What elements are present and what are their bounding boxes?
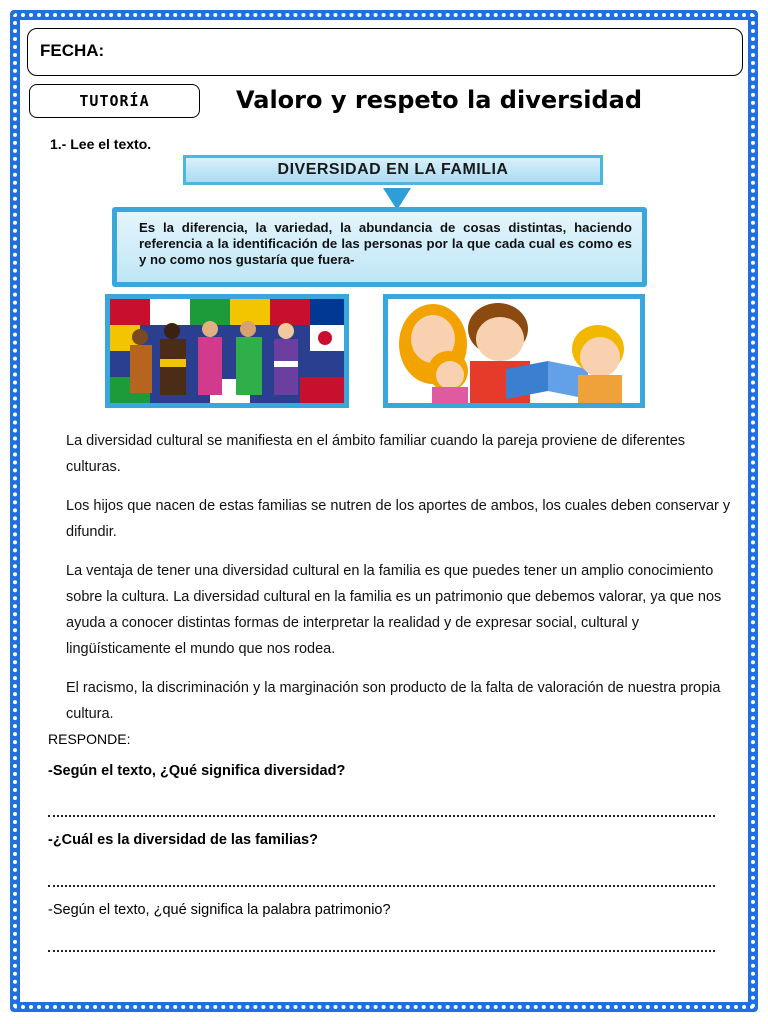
question-2: -¿Cuál es la diversidad de las familias? bbox=[48, 832, 318, 848]
date-label: FECHA: bbox=[40, 41, 105, 60]
instruction-text: 1.- Lee el texto. bbox=[50, 136, 152, 152]
family-icon bbox=[388, 299, 640, 403]
infographic-title: DIVERSIDAD EN LA FAMILIA bbox=[183, 155, 603, 185]
cultural-diversity-illustration bbox=[105, 294, 349, 408]
page-title: Valoro y respeto la diversidad bbox=[236, 86, 643, 114]
subject-label: TUTORÍA bbox=[79, 92, 150, 110]
flags-people-icon bbox=[110, 299, 344, 403]
responde-label: RESPONDE: bbox=[48, 731, 131, 747]
subject-label-box bbox=[29, 84, 200, 118]
paragraph-3: La ventaja de tener una diversidad cultural en la familia es que puedes tener un amplio conocimiento sobre la cultura. La diversidad cultural en la familia es un patrimonio que debemos valorar, ya que nos ayuda a conocer distintas formas de interpretar la realidad y de expresar social, cultural y lingüísticamente el mundo que nos rodea. bbox=[66, 563, 722, 657]
family-reading-illustration bbox=[383, 294, 645, 408]
date-field[interactable] bbox=[27, 28, 743, 76]
question-1: -Según el texto, ¿Qué significa diversidad? bbox=[48, 763, 346, 779]
infographic-definition: Es la diferencia, la variedad, la abundancia de cosas distintas, haciendo referencia a la identificación de las personas por la que cada cual es como es y no como nos gustaría que fuera- bbox=[112, 207, 647, 287]
answer-line-2[interactable] bbox=[48, 883, 715, 887]
answer-line-1[interactable] bbox=[48, 813, 715, 817]
paragraph-4: El racismo, la discriminación y la marginación son producto de la falta de valoración de nuestra propia cultura. bbox=[66, 680, 721, 722]
paragraph-2: Los hijos que nacen de estas familias se nutren de los aportes de ambos, los cuales deben conservar y difundir. bbox=[66, 498, 731, 540]
answer-line-3[interactable] bbox=[48, 948, 715, 952]
question-3: -Según el texto, ¿qué significa la palabra patrimonio? bbox=[48, 902, 391, 918]
paragraph-1: La diversidad cultural se manifiesta en el ámbito familiar cuando la pareja proviene de diferentes culturas. bbox=[66, 433, 686, 475]
